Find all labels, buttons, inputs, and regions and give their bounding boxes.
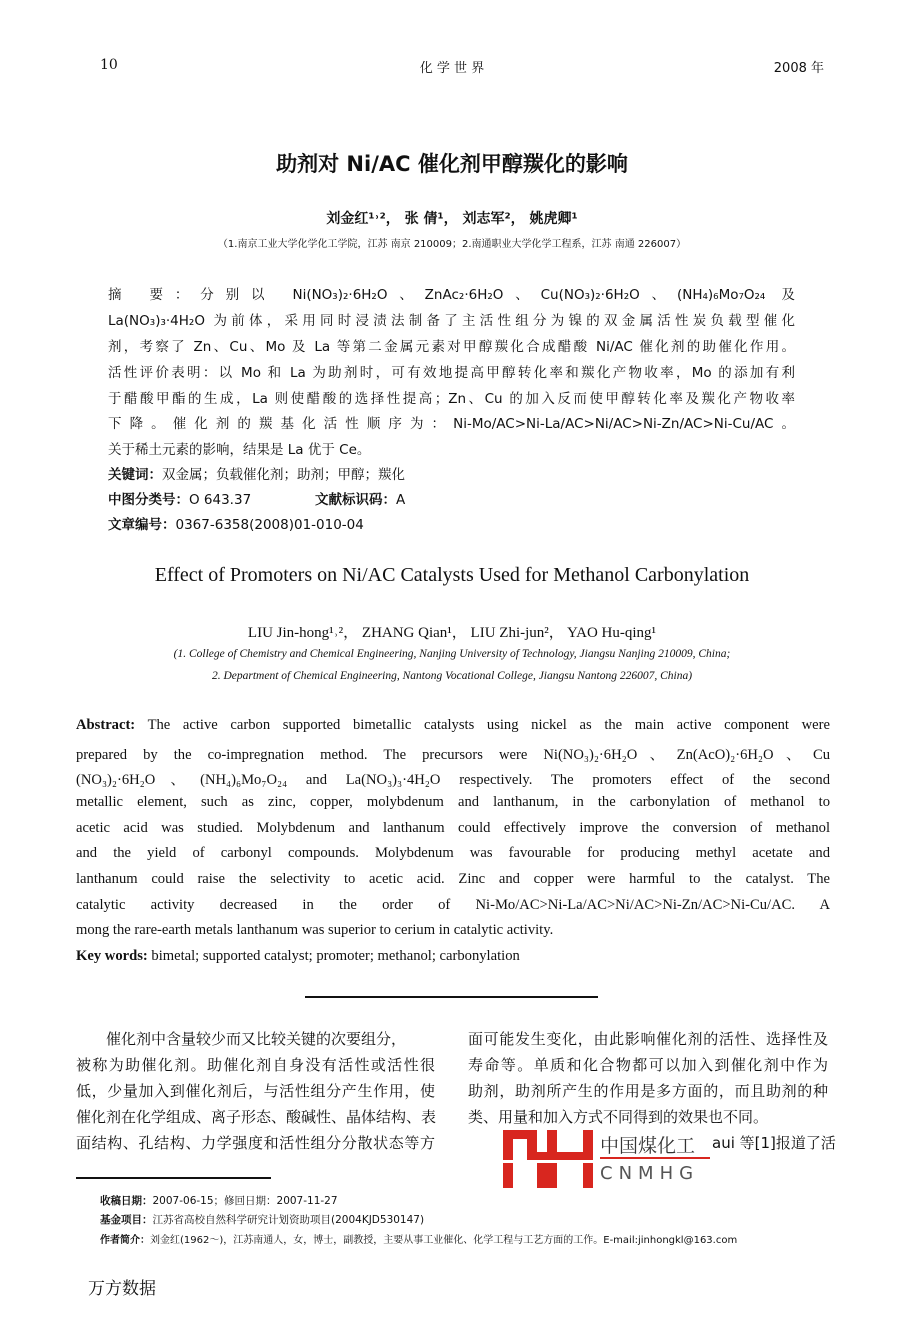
body-line: 面可能发生变化，由此影响催化剂的活性、选择性及 (468, 1030, 828, 1048)
keywords-en (76, 948, 830, 965)
page-number: 10 (100, 57, 118, 73)
journal-year: 2008 年 (773, 61, 824, 76)
abstract-en-text: The active carbon supported bimetallic catalysts using nickel as the main active component were (135, 717, 830, 733)
title-cn: 助剂对 Ni/AC 催化剂甲醇羰化的影响 (276, 152, 628, 176)
document-code (315, 488, 405, 508)
affiliation-en: (1. College of Chemistry and Chemical Engineering, Nanjing University of Technology, Jiangsu Nanjing 210009, China; (173, 648, 731, 660)
keywords-cn-label: 关键词： (108, 467, 162, 483)
article-number (108, 513, 364, 533)
doc-code-value: A (396, 492, 406, 508)
abstract-en-line (76, 717, 830, 734)
footnote-label: 收稿日期： (100, 1195, 153, 1207)
abstract-cn-line: 于醋酸甲酯的生成，La 则使醋酸的选择性提高；Zn、Cu 的加入反而使甲醇转化率及羰化产物收率 (108, 391, 795, 407)
abstract-en-line: and the yield of carbonyl compounds. Molybdenum was favourable for producing methyl acetate and (76, 845, 830, 861)
abstract-cn-line: 关于稀土元素的影响，结果是 La 优于 Ce。 (108, 442, 371, 458)
doc-code-label: 文献标识码： (315, 492, 396, 508)
abstract-en-label: Abstract: (76, 717, 136, 733)
footnote-value: 刘金红(1962～)，江苏南通人，女，博士，副教授，主要从事工业催化、化学工程与工艺方面的工作。E-mail:jinhongkl@163.com (150, 1235, 738, 1246)
abstract-en-line: lanthanum could raise the selectivity to acetic acid. Zinc and copper were harmful to the catalyst. The (76, 871, 830, 887)
footnote-label: 基金项目： (100, 1214, 153, 1226)
abstract-en-line: acetic acid was studied. Molybdenum and lanthanum could effectively improve the conversion of methanol (76, 820, 830, 836)
journal-name: 化 学 世 界 (419, 61, 485, 76)
clc-value: O 643.37 (189, 492, 252, 508)
keywords-cn (108, 463, 405, 483)
footnote-funding (100, 1212, 424, 1227)
body-line: 类、用量和加入方式不同得到的效果也不同。 (468, 1108, 769, 1126)
affiliation-cn: （1.南京工业大学化学化工学院，江苏 南京 210009；2.南通职业大学化学工程系，江苏 南通 226007） (217, 239, 687, 250)
abstract-en-line: metallic element, such as zinc, copper, molybdenum and lanthanum, in the carbonylation of methanol to (76, 794, 830, 810)
watermark-en: CNMHG (600, 1163, 700, 1184)
body-line: 助剂，助剂所产生的作用是多方面的，而且助剂的种 (468, 1082, 828, 1100)
abstract-en-line: prepared by the co-impregnation method. The precursors were Ni(NO₃)₂·6H₂O、Zn(AcO)₂·6H₂O、Cu (76, 747, 830, 763)
watermark-cn: 中国煤化工 (600, 1131, 695, 1158)
footnote-author-bio (100, 1231, 737, 1246)
title-en: Effect of Promoters on Ni/AC Catalysts Used for Methanol Carbonylation (154, 564, 750, 586)
section-divider (305, 996, 598, 998)
clc-label: 中图分类号： (108, 492, 189, 508)
article-no-value: 0367-6358(2008)01-010-04 (175, 517, 364, 533)
footnote-label: 作者简介： (100, 1235, 150, 1246)
body-line: 寿命等。单质和化合物都可以加入到催化剂中作为 (468, 1056, 828, 1074)
body-line: 低，少量加入到催化剂后，与活性组分产生作用，使 (76, 1082, 435, 1100)
abstract-cn-line: 剂，考察了 Zn、Cu、Mo 及 La 等第二金属元素对甲醇羰化合成醋酸 Ni/AC 催化剂的助催化作用。 (108, 339, 795, 355)
article-no-label: 文章编号： (108, 517, 176, 533)
abstract-cn-line: La(NO₃)₃·4H₂O 为前体，采用同时浸渍法制备了主活性组分为镍的双金属活性炭负载型催化 (108, 313, 795, 329)
authors-cn: 刘金红¹˒²， 张 倩¹， 刘志军²， 姚虎卿¹ (326, 211, 578, 227)
body-line: 面结构、孔结构、力学强度和活性组分分散状态等方 (76, 1134, 435, 1152)
footnote-rule (76, 1177, 271, 1179)
source-mark: 万方数据 (88, 1279, 156, 1299)
abstract-cn-line: 下降。催化剂的羰基化活性顺序为：Ni-Mo/AC>Ni-La/AC>Ni/AC>Ni-Zn/AC>Ni-Cu/AC。 (108, 416, 795, 432)
affiliation-en: 2. Department of Chemical Engineering, Nantong Vocational College, Jiangsu Nantong 226007, China) (211, 670, 693, 682)
footnote-value: 江苏省高校自然科学研究计划资助项目(2004KJD530147) (152, 1214, 425, 1226)
keywords-en-value: bimetal; supported catalyst; promoter; methanol; carbonylation (147, 948, 520, 964)
footnote-value: 2007-06-15；修回日期：2007-11-27 (152, 1195, 338, 1207)
body-line: 催化剂中含量较少而又比较关键的次要组分， (106, 1030, 407, 1048)
authors-en: LIU Jin-hong¹˒²， ZHANG Qian¹， LIU Zhi-jun²， YAO Hu-qing¹ (247, 625, 657, 641)
body-line: 被称为助催化剂。助催化剂自身没有活性或活性很 (76, 1056, 435, 1074)
abstract-en-line: mong the rare-earth metals lanthanum was superior to cerium in catalytic activity. (76, 922, 554, 938)
clc-number (108, 488, 251, 508)
abstract-en-line: (NO₃)₂·6H₂O、(NH₄)₆Mo₇O₂₄ and La(NO₃)₃·4H₂O respectively. The promoters effect of the second (76, 772, 830, 788)
abstract-cn-line: 摘 要：分别以 Ni(NO₃)₂·6H₂O、ZnAc₂·6H₂O、Cu(NO₃)₂·6H₂O、(NH₄)₆Mo₇O₂₄ 及 (108, 287, 795, 303)
body-line: aui 等[1]报道了活 (712, 1134, 836, 1152)
abstract-cn-line: 活性评价表明：以 Mo 和 La 为助剂时，可有效地提高甲醇转化率和羰化产物收率，Mo 的添加有利 (108, 365, 795, 381)
footnote-received (100, 1193, 338, 1208)
keywords-en-label: Key words: (76, 948, 148, 964)
keywords-cn-value: 双金属；负载催化剂；助剂；甲醇；羰化 (162, 467, 405, 483)
body-line: 催化剂在化学组成、离子形态、酸碱性、晶体结构、表 (76, 1108, 437, 1126)
abstract-en-line: catalytic activity decreased in the order of Ni-Mo/AC>Ni-La/AC>Ni/AC>Ni-Zn/AC>Ni-Cu/AC. A (76, 897, 830, 913)
